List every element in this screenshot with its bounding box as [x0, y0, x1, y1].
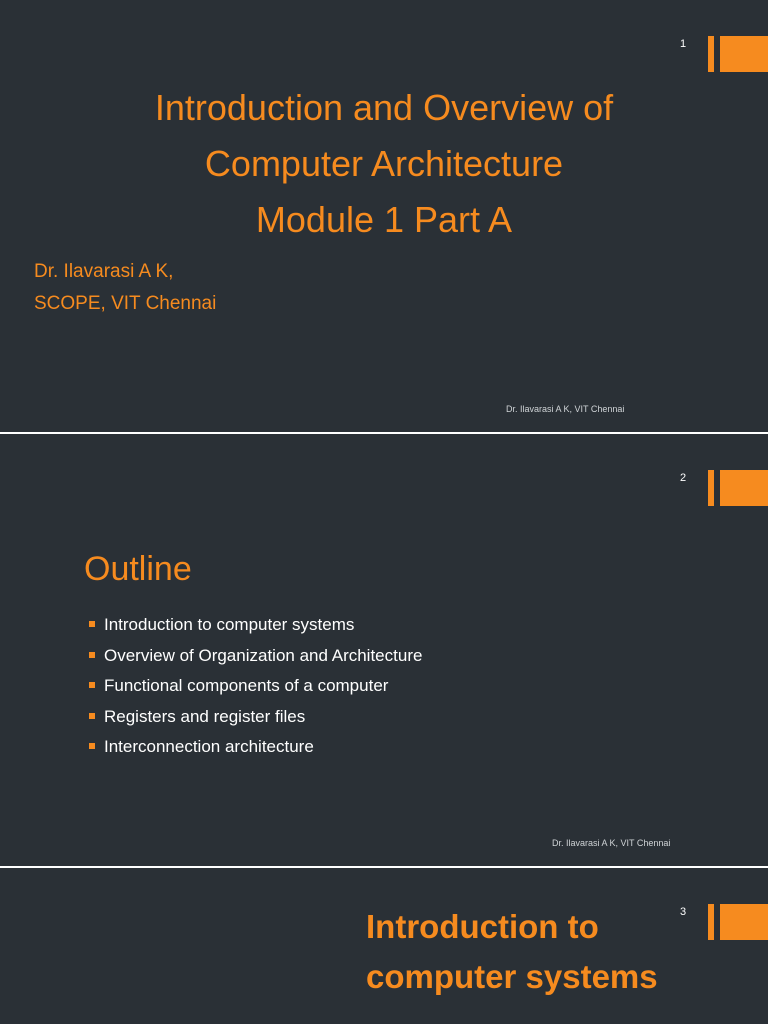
list-item-text: Interconnection architecture: [104, 737, 314, 756]
slide-title-line: Introduction and Overview of: [154, 87, 614, 128]
slide-title-line: Module 1 Part A: [255, 199, 513, 240]
list-item: [88, 671, 422, 702]
section-title-line: computer systems: [366, 958, 658, 995]
accent-bar-thin: [708, 470, 714, 506]
slide-number: 2: [679, 472, 687, 484]
outline-heading: Outline: [84, 550, 192, 588]
author-name: Dr. Ilavarasi A K,: [34, 261, 174, 282]
slide-footer: Dr. Ilavarasi A K, VIT Chennai: [552, 838, 671, 848]
author-affiliation: SCOPE, VIT Chennai: [34, 293, 217, 314]
square-bullet-icon: [89, 713, 95, 719]
slide-number: 1: [679, 38, 687, 50]
slide-title-line: Computer Architecture: [204, 143, 564, 184]
section-title-line: Introduction to: [366, 908, 599, 945]
section-title: [366, 902, 658, 1002]
slide-3: [0, 868, 768, 1024]
slide-2: [0, 434, 768, 866]
list-item: [88, 702, 422, 733]
list-item-text: Functional components of a computer: [104, 676, 389, 695]
list-item: [88, 732, 422, 763]
slide-1: [0, 0, 768, 432]
list-item-text: Introduction to computer systems: [104, 615, 355, 634]
square-bullet-icon: [89, 652, 95, 658]
list-item: [88, 641, 422, 672]
slide-footer: Dr. Ilavarasi A K, VIT Chennai: [506, 404, 625, 414]
accent-bar-block: [720, 36, 768, 72]
list-item-text: Overview of Organization and Architecture: [104, 645, 423, 665]
author-block: [34, 256, 216, 320]
outline-list: [88, 610, 422, 763]
accent-bar-block: [720, 470, 768, 506]
accent-bar-block: [720, 904, 768, 940]
list-item-text: Registers and register files: [104, 706, 306, 726]
square-bullet-icon: [89, 621, 95, 627]
square-bullet-icon: [89, 743, 95, 749]
list-item: [88, 610, 422, 641]
accent-bar-thin: [708, 36, 714, 72]
accent-bar-thin: [708, 904, 714, 940]
square-bullet-icon: [89, 682, 95, 688]
slide-title: [0, 80, 768, 248]
slide-number: 3: [679, 906, 687, 918]
